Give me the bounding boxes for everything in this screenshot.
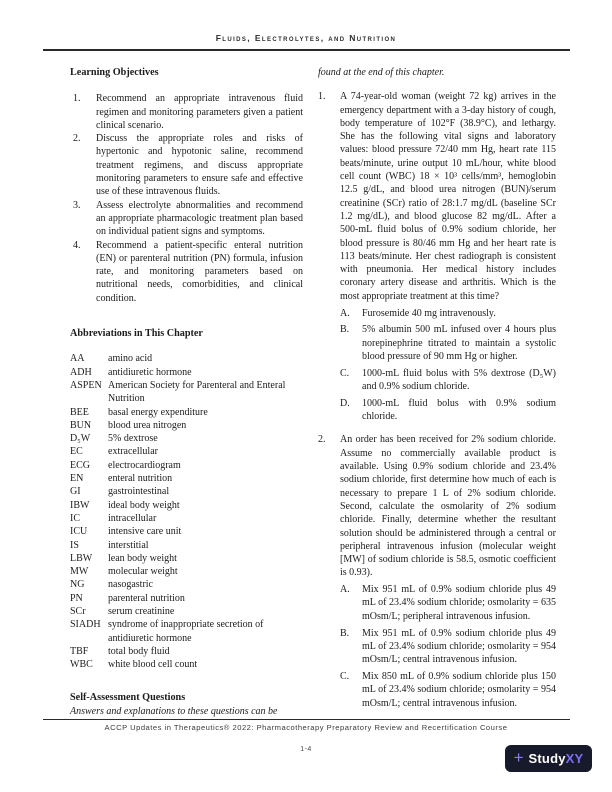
abbreviation-key: ASPEN	[70, 379, 102, 391]
abbreviation-row	[70, 578, 303, 591]
objective-text: Recommend an appropriate intravenous fluid regimen and monitoring parameters given a patient clinical scenario.	[96, 93, 303, 131]
abbreviation-row	[70, 658, 303, 671]
abbreviation-key: NG	[70, 579, 85, 591]
abbreviation-row	[70, 552, 303, 565]
answer-option-a	[340, 583, 556, 623]
right-column	[318, 66, 556, 710]
abbreviation-definition: total body fluid	[108, 645, 170, 657]
abbreviation-row	[70, 432, 303, 445]
abbreviation-row	[70, 499, 303, 512]
learning-objectives-list	[70, 92, 303, 305]
abbreviation-row	[70, 366, 303, 379]
abbreviation-row	[70, 618, 303, 645]
abbreviation-definition: gastrointestinal	[108, 486, 170, 498]
option-label: C.	[340, 367, 350, 379]
abbreviation-key: EN	[70, 473, 84, 485]
abbreviation-row	[70, 419, 303, 432]
question-2	[318, 433, 556, 709]
objective-text: Recommend a patient-specific enteral nutrition (EN) or parenteral nutrition (PN) formula, infusion rate, and monitoring parameters based on nutritional needs, comorbidities, and clinical condition.	[96, 239, 303, 304]
abbreviation-key: BUN	[70, 419, 92, 431]
abbreviation-key: ICU	[70, 526, 88, 538]
abbreviation-row	[70, 525, 303, 538]
abbreviation-key: IS	[70, 539, 79, 551]
answer-option-b	[340, 627, 556, 667]
abbreviation-definition: antidiuretic hormone	[108, 366, 192, 378]
abbreviation-definition: intracellular	[108, 512, 157, 524]
question-stem: A 74-year-old woman (weight 72 kg) arrives in the emergency department with a 3-day history of cough, body temperature of 102°F (38.9°C), and lethargy. She has the following vital signs and laboratory values: blood pressure 72/40 mm Hg, heart rate 115 beats/minute, urine output 10 mL/hour, white blood cell count (WBC) 18 × 10³ cells/mm³, hemoglobin 12.5 g/dL, and blood urea nitrogen (BUN)/serum creatinine (SCr) ratio of 28:1.7 mg/dL (baseline SCr 1.2 mg/dL), and blood glucose 82 mg/dL. After a 500-mL fluid bolus of 0.9% sodium chloride, her blood pressure is 80/46 mm Hg and her heart rate is 113 beats/minute. Her chest radiograph is consistent with pneumonia. Her medical history includes coronary artery disease and arthritis. Which is the most appropriate treatment at this time?	[340, 91, 556, 302]
objective-number: 4.	[73, 239, 81, 251]
abbreviations-heading: Abbreviations in This Chapter	[70, 328, 203, 340]
studyxy-logo	[505, 745, 592, 772]
chapter-intro-continuation: found at the end of this chapter.	[318, 67, 445, 78]
abbreviation-row	[70, 472, 303, 485]
option-label: A.	[340, 584, 350, 596]
answer-options	[340, 307, 556, 424]
abbreviation-definition: 5% dextrose	[108, 433, 158, 445]
objective-number: 1.	[73, 93, 81, 105]
abbreviation-definition: amino acid	[108, 353, 153, 365]
abbreviations-list	[70, 352, 303, 671]
abbreviation-key: AA	[70, 353, 85, 365]
footer-rule	[43, 719, 570, 720]
abbreviation-definition: nasogastric	[108, 579, 153, 591]
self-assessment-heading: Self-Assessment Questions	[70, 692, 186, 704]
header-rule	[43, 49, 570, 51]
abbreviation-definition: parenteral nutrition	[108, 592, 185, 604]
answer-option-c	[340, 670, 556, 710]
objective-text: Assess electrolyte abnormalities and recommend an appropriate pharmacologic treatment plan based on individual patient signs and symptoms.	[96, 199, 303, 238]
question-number: 1.	[318, 91, 326, 103]
left-column	[70, 66, 303, 718]
objective-text: Discuss the appropriate roles and risks of hypertonic and hypotonic saline, recommend treatment regimens, and discuss appropriate monitoring parameters to ensure safe and effective use of these intravenous fluids.	[96, 133, 303, 198]
abbreviation-row	[70, 539, 303, 552]
option-text: Mix 951 mL of 0.9% sodium chloride plus 49 mL of 23.4% sodium chloride; osmolarity = 635 mOsm/L; peripheral intravenous infusion.	[362, 584, 556, 622]
abbreviation-key: TBF	[70, 645, 89, 657]
abbreviation-definition: lean body weight	[108, 552, 177, 564]
answer-option-b	[340, 323, 556, 363]
abbreviation-definition: extracellular	[108, 446, 158, 458]
abbreviation-definition: enteral nutrition	[108, 473, 173, 485]
abbreviation-definition: basal energy expenditure	[108, 406, 208, 418]
abbreviation-definition: white blood cell count	[108, 659, 198, 671]
abbreviation-key: D₅W	[70, 433, 91, 445]
option-text: 1000-mL fluid bolus with 0.9% sodium chloride.	[362, 397, 556, 423]
abbreviation-row	[70, 485, 303, 498]
objective-item	[70, 92, 303, 132]
logo-brand-primary: Study	[528, 751, 566, 766]
answer-options	[340, 583, 556, 710]
option-text: 5% albumin 500 mL infused over 4 hours plus norepinephrine titrated to maintain a systolic blood pressure of 90 mm Hg or higher.	[362, 324, 556, 362]
abbreviation-key: PN	[70, 592, 83, 604]
abbreviation-key: SCr	[70, 605, 86, 617]
abbreviation-key: GI	[70, 486, 81, 498]
abbreviation-key: WBC	[70, 659, 93, 671]
objective-number: 2.	[73, 133, 81, 145]
abbreviation-row	[70, 379, 303, 406]
option-text: Mix 951 mL of 0.9% sodium chloride plus 49 mL of 23.4% sodium chloride; osmolarity = 954 mOsm/L; central intravenous infusion.	[362, 627, 556, 666]
question-1	[318, 90, 556, 423]
answer-option-c	[340, 367, 556, 394]
option-label: B.	[340, 627, 350, 639]
abbreviation-row	[70, 592, 303, 605]
abbreviation-definition: interstitial	[108, 539, 149, 551]
abbreviation-row	[70, 352, 303, 365]
footer-course-title: ACCP Updates in Therapeutics® 2022: Pharmacotherapy Preparatory Review and Recertification Course	[104, 723, 508, 732]
plus-icon: +	[513, 748, 524, 767]
abbreviation-row	[70, 565, 303, 578]
objective-item	[70, 132, 303, 198]
abbreviation-definition: blood urea nitrogen	[108, 419, 187, 431]
option-text: Mix 850 mL of 0.9% sodium chloride plus 150 mL of 23.4% sodium chloride; osmolarity = 954 mOsm/L; central intravenous infusion.	[362, 670, 556, 709]
abbreviation-definition: ideal body weight	[108, 499, 180, 511]
abbreviation-row	[70, 459, 303, 472]
abbreviation-definition: American Society for Parenteral and Enteral Nutrition	[108, 379, 286, 405]
option-label: C.	[340, 670, 350, 682]
answer-option-a	[340, 307, 556, 320]
option-label: A.	[340, 307, 350, 319]
abbreviation-key: LBW	[70, 552, 93, 564]
objective-item	[70, 239, 303, 305]
objective-item	[70, 199, 303, 239]
abbreviation-key: IC	[70, 512, 80, 524]
abbreviation-definition: molecular weight	[108, 566, 178, 578]
option-text: 1000-mL fluid bolus with 5% dextrose (D₅W) and 0.9% sodium chloride.	[362, 367, 556, 393]
abbreviation-key: SIADH	[70, 619, 101, 631]
abbreviation-key: IBW	[70, 499, 90, 511]
option-label: D.	[340, 397, 350, 409]
abbreviation-definition: serum creatinine	[108, 605, 175, 617]
abbreviation-row	[70, 645, 303, 658]
page-number: 1-4	[300, 746, 312, 753]
option-text: Furosemide 40 mg intravenously.	[362, 307, 496, 319]
abbreviation-key: MW	[70, 566, 89, 578]
abbreviation-definition: electrocardiogram	[108, 459, 181, 471]
option-label: B.	[340, 324, 350, 336]
question-stem: An order has been received for 2% sodium chloride. Assume no commercially available product is available. Using 0.9% sodium chloride and 23.4% sodium chloride, first determine how much of each is necessary to prepare 1 L of 2% sodium chloride. Second, calculate the osmolarity of 2% sodium chloride. Finally, determine whether the resultant solution should be administered through a central or peripheral intravenous infusion (molecular weight [MW] of sodium chloride is 58.5, osmotic coefficient is 0.93).	[340, 434, 556, 579]
abbreviation-key: EC	[70, 446, 83, 458]
abbreviation-key: ECG	[70, 459, 90, 471]
abbreviation-definition: intensive care unit	[108, 526, 182, 538]
running-head-title: Fluids, Electrolytes, and Nutrition	[215, 33, 397, 43]
abbreviation-row	[70, 605, 303, 618]
abbreviation-row	[70, 512, 303, 525]
abbreviation-row	[70, 406, 303, 419]
abbreviation-row	[70, 445, 303, 458]
objective-number: 3.	[73, 199, 81, 211]
self-assessment-note: Answers and explanations to these questions can be	[70, 705, 278, 717]
abbreviation-key: ADH	[70, 366, 92, 378]
question-number: 2.	[318, 434, 326, 446]
abbreviation-key: BEE	[70, 406, 89, 418]
abbreviation-definition: syndrome of inappropriate secretion of antidiuretic hormone	[108, 619, 264, 644]
learning-objectives-heading: Learning Objectives	[70, 67, 159, 78]
answer-option-d	[340, 397, 556, 424]
logo-brand-accent: XY	[565, 751, 584, 766]
